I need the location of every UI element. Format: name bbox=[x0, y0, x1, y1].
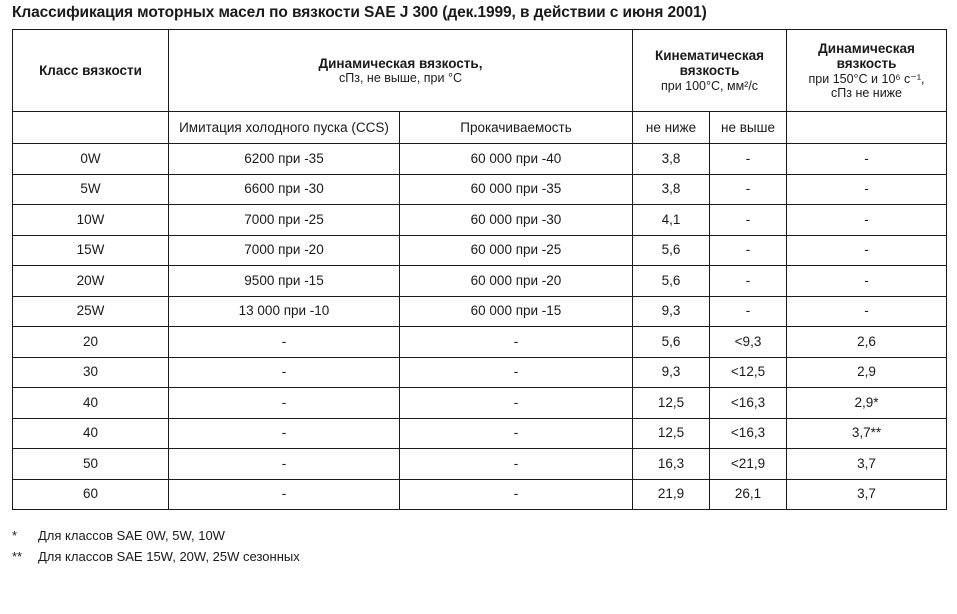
footnote-text: Для классов SAE 0W, 5W, 10W bbox=[38, 528, 225, 543]
cell-kinematic-min: 5,6 bbox=[633, 235, 710, 266]
cell-kinematic-min: 16,3 bbox=[633, 449, 710, 480]
header-dynamic-viscosity-150: Динамическая вязкость при 150°С и 10⁶ с⁻¹, сПз не ниже bbox=[787, 30, 947, 112]
cell-kinematic-max: - bbox=[710, 266, 787, 297]
cell-dynamic-150: 3,7 bbox=[787, 449, 947, 480]
cell-kinematic-min: 3,8 bbox=[633, 174, 710, 205]
cell-kinematic-max: 26,1 bbox=[710, 479, 787, 510]
footnote-text: Для классов SAE 15W, 20W, 25W сезонных bbox=[38, 549, 300, 564]
footnote-mark: * bbox=[12, 528, 18, 543]
cell-pumpability: - bbox=[400, 327, 633, 358]
cell-cold-start: 13 000 при -10 bbox=[169, 296, 400, 327]
cell-dynamic-150: 3,7** bbox=[787, 418, 947, 449]
table-row bbox=[13, 205, 947, 236]
cell-class: 20W bbox=[13, 266, 169, 297]
subheader-row bbox=[13, 112, 947, 144]
table-row bbox=[13, 144, 947, 175]
table-row bbox=[13, 479, 947, 510]
cell-dynamic-150: 3,7 bbox=[787, 479, 947, 510]
cell-class: 30 bbox=[13, 357, 169, 388]
cell-kinematic-max: - bbox=[710, 235, 787, 266]
cell-dynamic-150: 2,9 bbox=[787, 357, 947, 388]
cell-class: 0W bbox=[13, 144, 169, 175]
cell-dynamic-150: - bbox=[787, 174, 947, 205]
cell-class: 40 bbox=[13, 388, 169, 419]
header-kinematic-viscosity: Кинематическая вязкость при 100°С, мм²/с bbox=[633, 30, 787, 112]
subheader-empty-2 bbox=[787, 112, 947, 144]
cell-kinematic-min: 12,5 bbox=[633, 388, 710, 419]
footnote-mark: ** bbox=[12, 549, 23, 564]
cell-pumpability: 60 000 при -20 bbox=[400, 266, 633, 297]
cell-class: 40 bbox=[13, 418, 169, 449]
subheader-empty bbox=[13, 112, 169, 144]
cell-cold-start: - bbox=[169, 388, 400, 419]
cell-kinematic-min: 4,1 bbox=[633, 205, 710, 236]
cell-cold-start: 7000 при -25 bbox=[169, 205, 400, 236]
subheader-max: не выше bbox=[710, 112, 787, 144]
table-body bbox=[13, 144, 947, 510]
cell-cold-start: 6600 при -30 bbox=[169, 174, 400, 205]
subheader-pumpability: Прокачиваемость bbox=[400, 112, 633, 144]
header-viscosity-class: Класс вязкости bbox=[13, 30, 169, 112]
table-row bbox=[13, 296, 947, 327]
cell-kinematic-max: <12,5 bbox=[710, 357, 787, 388]
cell-pumpability: 60 000 при -30 bbox=[400, 205, 633, 236]
cell-cold-start: 9500 при -15 bbox=[169, 266, 400, 297]
cell-dynamic-150: - bbox=[787, 144, 947, 175]
cell-kinematic-max: <16,3 bbox=[710, 388, 787, 419]
cell-kinematic-max: <9,3 bbox=[710, 327, 787, 358]
cell-class: 60 bbox=[13, 479, 169, 510]
page-title: Классификация моторных масел по вязкости SAE J 300 (дек.1999, в действии с июня 2001) bbox=[12, 4, 707, 21]
subheader-min: не ниже bbox=[633, 112, 710, 144]
cell-cold-start: - bbox=[169, 418, 400, 449]
cell-dynamic-150: 2,6 bbox=[787, 327, 947, 358]
cell-kinematic-min: 3,8 bbox=[633, 144, 710, 175]
cell-dynamic-150: - bbox=[787, 235, 947, 266]
cell-cold-start: 6200 при -35 bbox=[169, 144, 400, 175]
header-row bbox=[13, 30, 947, 112]
cell-pumpability: - bbox=[400, 449, 633, 480]
cell-kinematic-min: 21,9 bbox=[633, 479, 710, 510]
cell-class: 5W bbox=[13, 174, 169, 205]
table-row bbox=[13, 266, 947, 297]
table-row bbox=[13, 388, 947, 419]
cell-dynamic-150: - bbox=[787, 296, 947, 327]
table-row bbox=[13, 174, 947, 205]
table-row bbox=[13, 449, 947, 480]
table-row bbox=[13, 357, 947, 388]
header-dynamic-viscosity: Динамическая вязкость, сПз, не выше, при °С bbox=[169, 30, 633, 112]
cell-class: 25W bbox=[13, 296, 169, 327]
footnote bbox=[12, 525, 300, 546]
cell-class: 20 bbox=[13, 327, 169, 358]
cell-cold-start: - bbox=[169, 479, 400, 510]
cell-pumpability: - bbox=[400, 418, 633, 449]
cell-kinematic-max: - bbox=[710, 205, 787, 236]
cell-cold-start: - bbox=[169, 327, 400, 358]
cell-kinematic-min: 12,5 bbox=[633, 418, 710, 449]
cell-kinematic-min: 5,6 bbox=[633, 327, 710, 358]
cell-kinematic-min: 5,6 bbox=[633, 266, 710, 297]
cell-pumpability: 60 000 при -25 bbox=[400, 235, 633, 266]
cell-pumpability: 60 000 при -15 bbox=[400, 296, 633, 327]
cell-pumpability: - bbox=[400, 357, 633, 388]
cell-cold-start: 7000 при -20 bbox=[169, 235, 400, 266]
cell-class: 10W bbox=[13, 205, 169, 236]
footnotes bbox=[12, 525, 300, 567]
cell-class: 50 bbox=[13, 449, 169, 480]
cell-pumpability: 60 000 при -35 bbox=[400, 174, 633, 205]
cell-dynamic-150: 2,9* bbox=[787, 388, 947, 419]
cell-kinematic-min: 9,3 bbox=[633, 296, 710, 327]
footnote bbox=[12, 546, 300, 567]
viscosity-table bbox=[12, 29, 947, 510]
cell-dynamic-150: - bbox=[787, 205, 947, 236]
cell-class: 15W bbox=[13, 235, 169, 266]
table-row bbox=[13, 327, 947, 358]
cell-kinematic-min: 9,3 bbox=[633, 357, 710, 388]
cell-kinematic-max: - bbox=[710, 144, 787, 175]
table-row bbox=[13, 418, 947, 449]
cell-kinematic-max: <21,9 bbox=[710, 449, 787, 480]
cell-kinematic-max: - bbox=[710, 296, 787, 327]
cell-pumpability: - bbox=[400, 388, 633, 419]
cell-cold-start: - bbox=[169, 449, 400, 480]
table-row bbox=[13, 235, 947, 266]
cell-cold-start: - bbox=[169, 357, 400, 388]
cell-pumpability: - bbox=[400, 479, 633, 510]
subheader-cold-start: Имитация холодного пуска (CCS) bbox=[169, 112, 400, 144]
cell-kinematic-max: <16,3 bbox=[710, 418, 787, 449]
cell-pumpability: 60 000 при -40 bbox=[400, 144, 633, 175]
cell-kinematic-max: - bbox=[710, 174, 787, 205]
cell-dynamic-150: - bbox=[787, 266, 947, 297]
